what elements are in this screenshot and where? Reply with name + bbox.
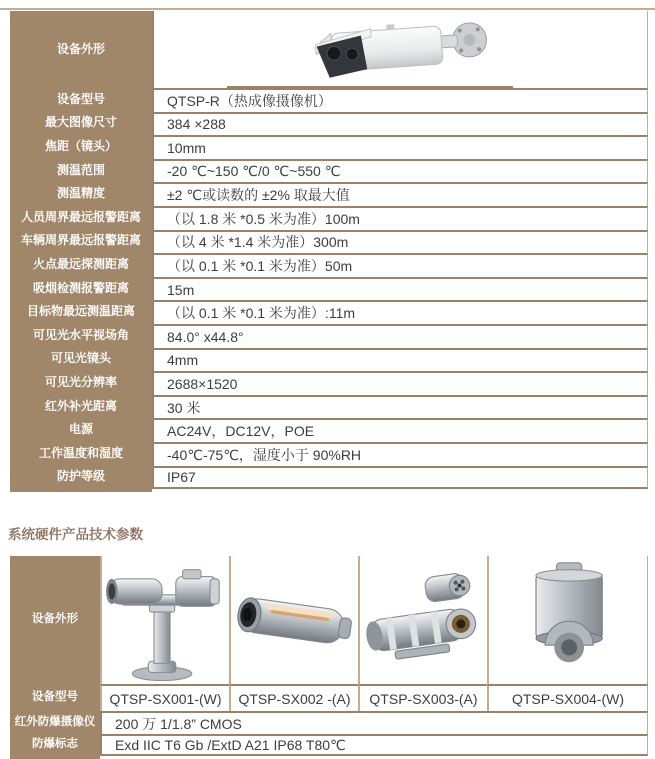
model-value: QTSP-SX003-(A)	[358, 684, 487, 711]
spec-label: 火点最远探测距离	[32, 257, 129, 272]
spec-row	[10, 442, 648, 466]
spec-value: Exd IIC T6 Gb /ExtD A21 IP68 T80℃	[100, 734, 648, 756]
spec-row	[10, 277, 648, 301]
pan-tilt-explosion-proof-camera-image	[102, 556, 229, 684]
spec-value: -40℃-75℃，湿度小于 90%RH	[152, 442, 648, 466]
spec-label: 红外补光距离	[44, 398, 117, 413]
spec-label: 设备型号	[56, 91, 105, 106]
spec-label: 测温精度	[56, 186, 105, 201]
cylindrical-explosion-proof-camera-image	[231, 556, 358, 684]
spec-row	[10, 418, 648, 442]
appearance-image-cell	[358, 556, 487, 684]
spec-label: 焦距（镜头）	[44, 139, 117, 154]
spec-value: 2688×1520	[152, 371, 648, 395]
spec-label: 最大图像尺寸	[44, 115, 117, 130]
spec-label: 测温范围	[56, 162, 105, 177]
appearance-label: 设备外形	[32, 613, 78, 626]
spec-label: 工作温度和湿度	[38, 445, 123, 460]
spec-value: ±2 ℃或读数的 ±2% 取最大值	[152, 182, 648, 206]
spec-label: 红外防爆摄像仪	[14, 715, 96, 728]
explosion-proof-dome-camera-image	[489, 556, 647, 684]
spec-value: 4mm	[152, 348, 648, 372]
appearance-label: 设备外形	[56, 41, 105, 56]
spec-value: （以 0.1 米 *0.1 米为准）:11m	[152, 300, 648, 324]
spec-value: 30 米	[152, 395, 648, 419]
section-title: 系统硬件产品技术参数	[8, 527, 143, 542]
spec-label: 可见光水平视场角	[32, 327, 129, 342]
spec-value: （以 1.8 米 *0.5 米为准）100m	[152, 206, 648, 230]
spec-label: 车辆周界最远报警距离	[20, 233, 141, 248]
spec-label: 目标物最远测温距离	[26, 304, 135, 319]
appearance-image-cell	[487, 556, 648, 684]
appearance-image-cell	[152, 11, 648, 88]
spec-label: 吸烟检测报警距离	[32, 280, 129, 295]
spec-row	[10, 112, 648, 136]
spec-row	[10, 711, 648, 734]
spec-row	[10, 230, 648, 254]
spec-row	[10, 324, 648, 348]
spec-value: 384 ×288	[152, 112, 648, 136]
spec-value: 84.0° x44.8°	[152, 324, 648, 348]
appearance-row	[10, 11, 648, 88]
spec-label: 电源	[68, 422, 93, 437]
spec-row	[10, 466, 648, 490]
spec-row	[10, 159, 648, 183]
appearance-image-cell	[100, 556, 229, 684]
spec-value: 200 万 1/1.8” CMOS	[100, 711, 648, 734]
spec-row	[10, 253, 648, 277]
spec-value: IP67	[152, 466, 648, 490]
spec-row	[10, 348, 648, 372]
spec-value: -20 ℃~150 ℃/0 ℃~550 ℃	[152, 159, 648, 183]
spec-row	[10, 135, 648, 159]
spec-row	[10, 371, 648, 395]
thermal-camera-spec-table	[10, 11, 648, 489]
spec-row	[10, 88, 648, 112]
model-value: QTSP-SX004-(W)	[487, 684, 648, 711]
spec-value: 10mm	[152, 135, 648, 159]
table1-thick-divider	[227, 86, 513, 90]
spec-value: （以 0.1 米 *0.1 米为准）50m	[152, 253, 648, 277]
spec-row	[10, 182, 648, 206]
spec-value: （以 4 米 *1.4 米为准）300m	[152, 230, 648, 254]
spec-row	[10, 395, 648, 419]
model-value: QTSP-SX002 -(A)	[229, 684, 358, 711]
spec-row	[10, 734, 648, 756]
thermal-bullet-camera-image	[302, 19, 492, 81]
spec-value: AC24V，DC12V，POE	[152, 418, 648, 442]
explosion-proof-camera-with-top-unit-image	[360, 556, 487, 684]
spec-label: 防护等级	[56, 469, 105, 484]
appearance-image-cell	[229, 556, 358, 684]
spec-label: 可见光镜头	[50, 351, 111, 366]
appearance-row	[10, 556, 648, 684]
model-value: QTSP-SX001-(W)	[100, 684, 229, 711]
spec-row	[10, 206, 648, 230]
page-top-rule	[0, 8, 655, 10]
spec-value: 15m	[152, 277, 648, 301]
model-row	[10, 684, 648, 711]
hardware-spec-table	[10, 556, 648, 756]
spec-label: 防爆标志	[32, 738, 78, 751]
model-label: 设备型号	[32, 690, 78, 703]
spec-value: QTSP-R（热成像摄像机）	[152, 88, 648, 112]
spec-row	[10, 300, 648, 324]
spec-label: 可见光分辨率	[44, 375, 117, 390]
spec-label: 人员周界最远报警距离	[20, 209, 141, 224]
